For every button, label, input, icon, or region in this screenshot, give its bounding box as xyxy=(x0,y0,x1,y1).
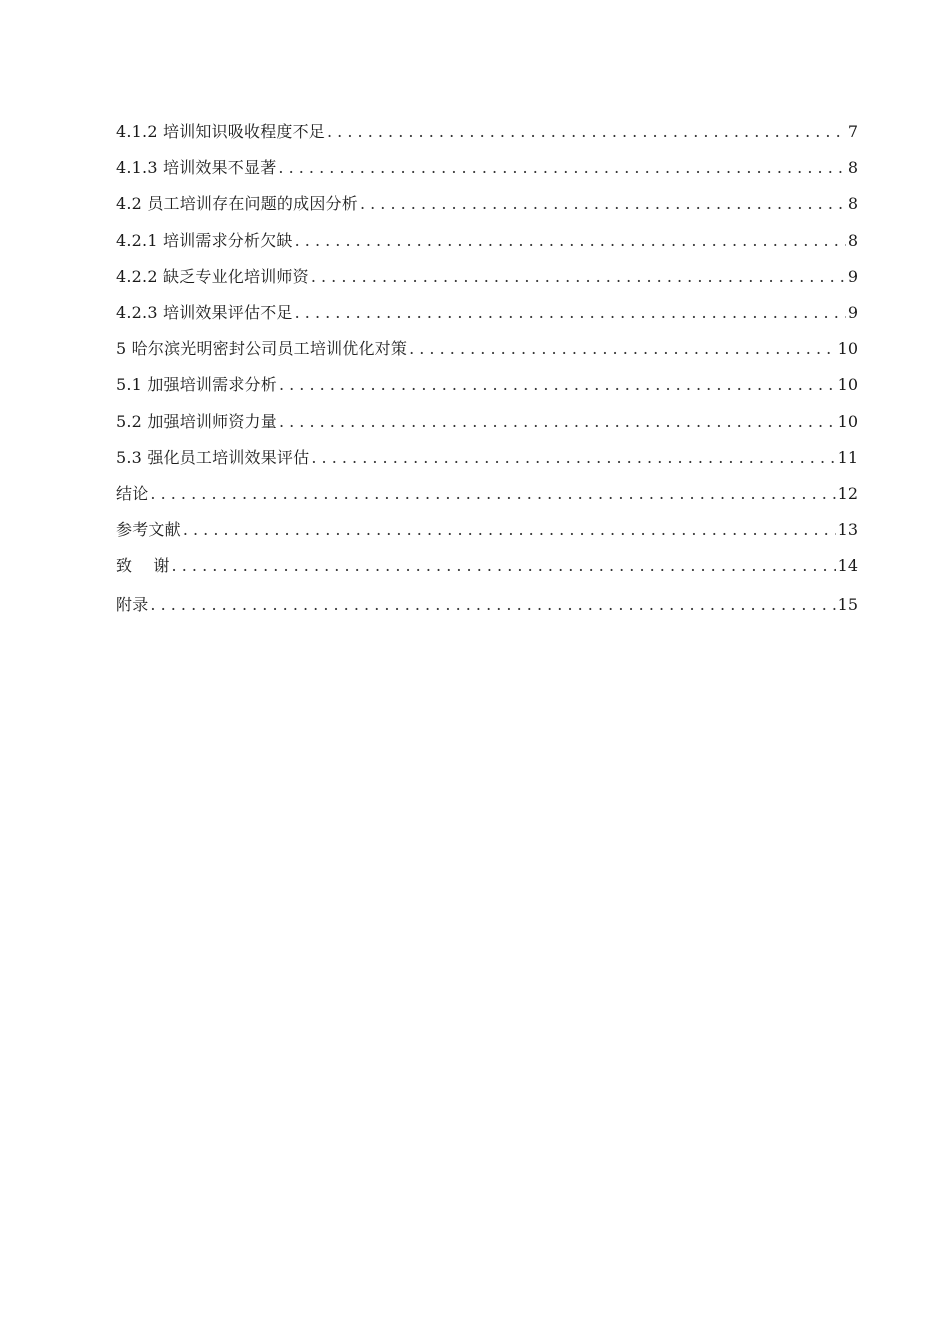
toc-entry-references[interactable] xyxy=(116,512,858,548)
toc-entry-4-2-2[interactable] xyxy=(116,259,858,295)
toc-leader-dots xyxy=(278,150,845,186)
toc-leader-dots xyxy=(279,404,836,440)
toc-entry-title: 致 谢 xyxy=(116,556,170,576)
toc-entry-title: 5 哈尔滨光明密封公司员工培训优化对策 xyxy=(116,339,408,359)
toc-entry-5[interactable] xyxy=(116,331,858,367)
toc-entry-title: 5.3 强化员工培训效果评估 xyxy=(116,447,310,467)
toc-entry-title: 4.1.3 培训效果不显著 xyxy=(116,158,277,178)
toc-entry-4-2-3[interactable] xyxy=(116,295,858,331)
toc-entry-5-3[interactable] xyxy=(116,440,858,476)
toc-leader-dots xyxy=(409,331,836,367)
toc-entry-page: 14 xyxy=(837,556,858,576)
toc-leader-dots xyxy=(327,114,846,150)
toc-entry-page: 15 xyxy=(837,595,858,615)
toc-entry-5-2[interactable] xyxy=(116,404,858,440)
toc-entry-page: 11 xyxy=(837,447,858,467)
toc-entry-page: 10 xyxy=(837,411,858,431)
toc-leader-dots xyxy=(183,512,836,548)
toc-leader-dots xyxy=(150,476,835,512)
toc-entry-title: 4.2.2 缺乏专业化培训师资 xyxy=(116,266,309,286)
toc-leader-dots xyxy=(311,440,835,476)
toc-entry-page: 9 xyxy=(847,302,858,322)
toc-entry-title: 结论 xyxy=(116,483,149,503)
toc-entry-4-1-2[interactable] xyxy=(116,114,858,150)
toc-entry-title: 5.1 加强培训需求分析 xyxy=(116,375,277,395)
table-of-contents xyxy=(116,114,858,624)
toc-entry-page: 8 xyxy=(847,194,858,214)
toc-entry-page: 8 xyxy=(847,230,858,250)
toc-leader-dots xyxy=(279,367,836,403)
toc-entry-acknowledgements[interactable] xyxy=(116,548,858,584)
toc-entry-page: 9 xyxy=(847,266,858,286)
toc-leader-dots xyxy=(311,259,846,295)
toc-entry-page: 7 xyxy=(847,122,858,141)
toc-entry-title: 4.2.3 培训效果评估不足 xyxy=(116,302,293,322)
toc-entry-4-2[interactable] xyxy=(116,186,858,222)
toc-entry-page: 12 xyxy=(837,483,858,503)
toc-entry-appendix[interactable] xyxy=(116,587,858,623)
toc-leader-dots xyxy=(150,587,835,623)
toc-entry-title: 5.2 加强培训师资力量 xyxy=(116,411,277,431)
toc-leader-dots xyxy=(295,295,846,331)
toc-leader-dots xyxy=(295,223,846,259)
toc-entry-page: 8 xyxy=(847,158,858,178)
toc-leader-dots xyxy=(172,548,836,584)
toc-entry-title: 4.1.2 培训知识吸收程度不足 xyxy=(116,122,325,141)
toc-entry-page: 13 xyxy=(837,520,858,540)
toc-leader-dots xyxy=(360,186,846,222)
toc-entry-page: 10 xyxy=(837,339,858,359)
toc-entry-title: 4.2.1 培训需求分析欠缺 xyxy=(116,230,293,250)
toc-entry-4-1-3[interactable] xyxy=(116,150,858,186)
toc-entry-title: 4.2 员工培训存在问题的成因分析 xyxy=(116,194,358,214)
toc-entry-4-2-1[interactable] xyxy=(116,223,858,259)
toc-entry-page: 10 xyxy=(837,375,858,395)
toc-entry-title: 参考文献 xyxy=(116,520,181,540)
toc-entry-5-1[interactable] xyxy=(116,367,858,403)
toc-entry-title: 附录 xyxy=(116,595,149,615)
toc-entry-conclusion[interactable] xyxy=(116,476,858,512)
